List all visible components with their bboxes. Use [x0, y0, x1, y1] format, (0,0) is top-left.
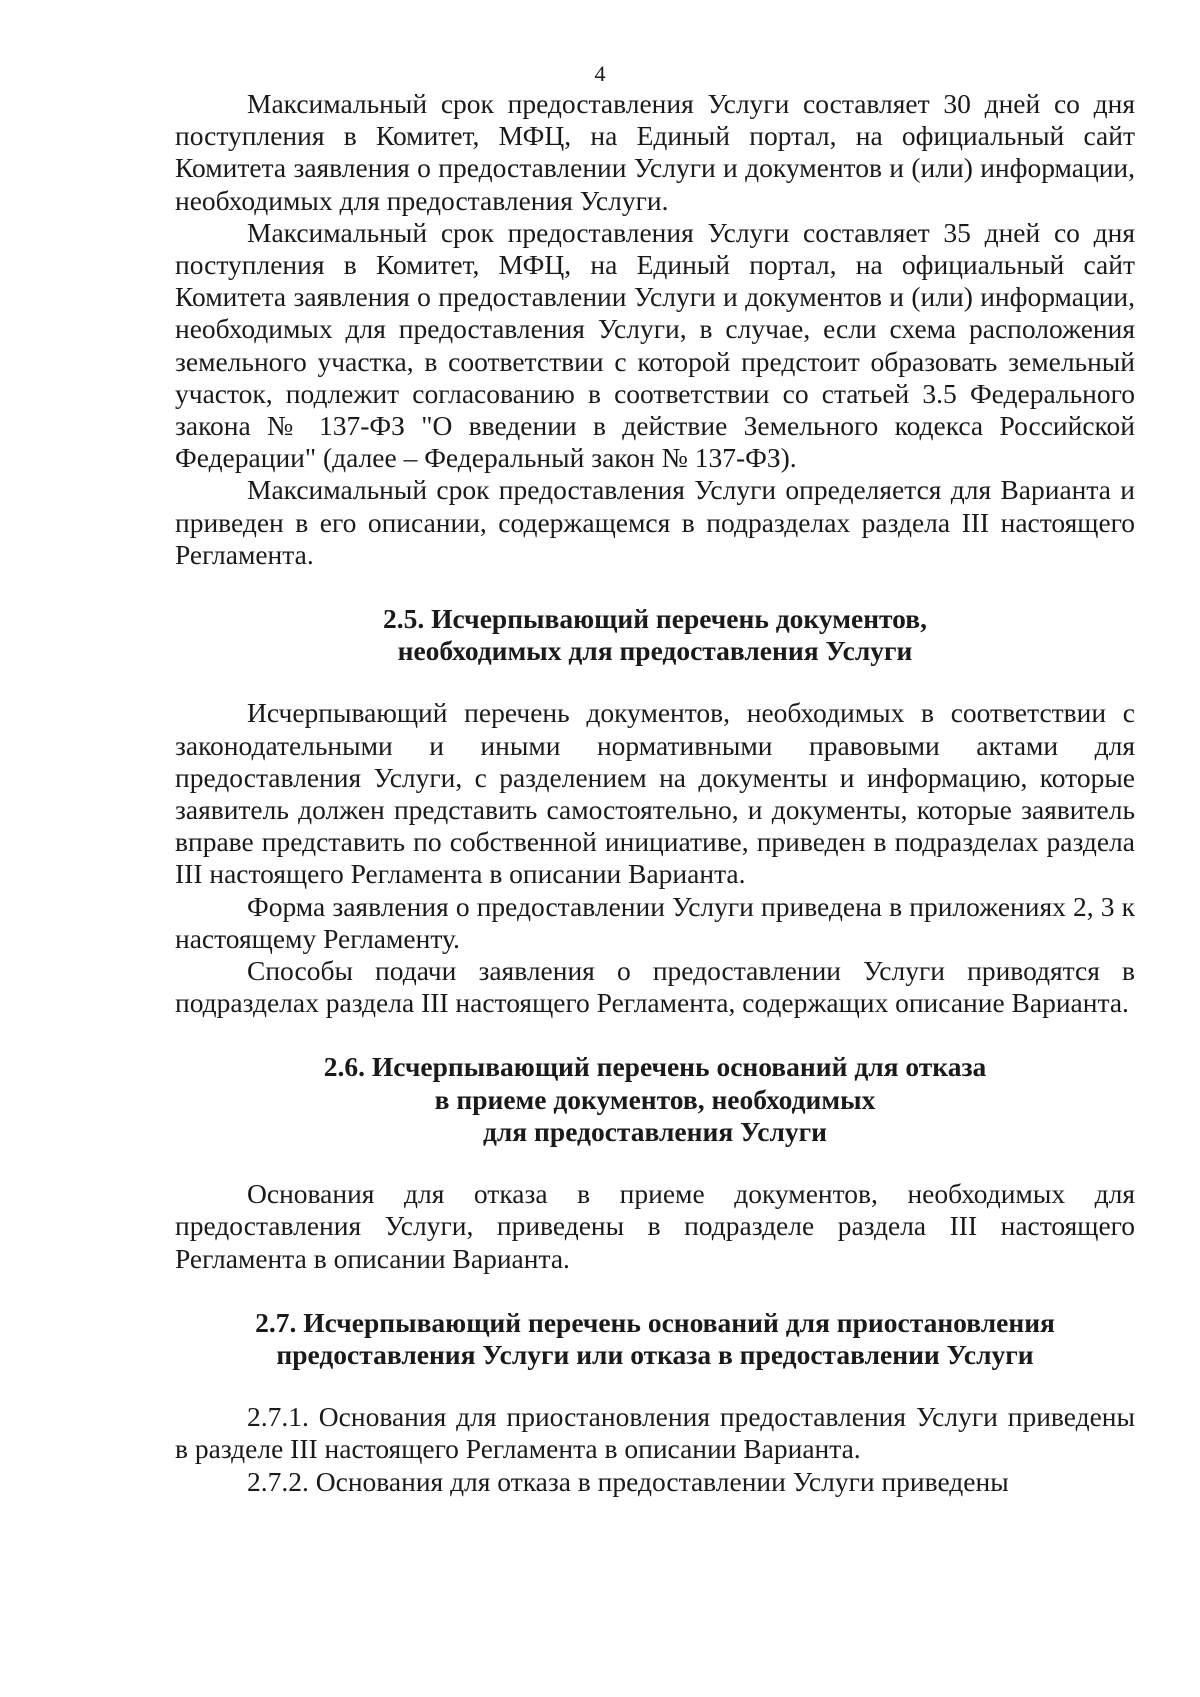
section-2-7-body — [175, 1401, 1135, 1498]
section-heading-2-7-line-1: 2.7. Исчерпывающий перечень оснований для приостановления — [255, 1306, 1055, 1338]
paragraph-refusal-grounds: Основания для отказа в приеме документов, необходимых для предоставления Услуги, приведены в подразделе раздела III настоящего Регламента в описании Варианта. — [175, 1178, 1135, 1274]
document-body — [175, 88, 1135, 1498]
paragraph-documents-list: Исчерпывающий перечень документов, необходимых в соответствии с законодательными и иными нормативными правовыми актами для предоставления Услуги, с разделением на документы и информацию, которые заявитель должен представить самостоятельно, и документы, которые заявитель вправе представить по собственной инициативе, приведен в подразделах раздела III настоящего Регламента в описании Варианта. — [175, 697, 1135, 890]
section-heading-2-5-line-2: необходимых для предоставления Услуги — [397, 635, 913, 667]
section-heading-2-6-line-1: 2.6. Исчерпывающий перечень оснований для отказа — [323, 1051, 987, 1083]
paragraph-max-term-35-days: Максимальный срок предоставления Услуги составляет 35 дней со дня поступления в Комитет, МФЦ, на Единый портал, на официальный сайт Комитета заявления о предоставлении Услуги и документов и (или) информации, необходимых для предоставления Услуги, в случае, если схема расположения земельного участка, в соответствии с которой предстоит образовать земельный участок, подлежит согласованию в соответствии со статьей 3.5 Федерального закона № 137-ФЗ "О введении в действие Земельного кодекса Российской Федерации" (далее – Федеральный закон № 137-ФЗ). — [175, 216, 1135, 474]
section-heading-2-7 — [175, 1307, 1135, 1371]
section-heading-2-6 — [175, 1051, 1135, 1148]
paragraph-max-term-30-days: Максимальный срок предоставления Услуги составляет 30 дней со дня поступления в Комитет, МФЦ, на Единый портал, на официальный сайт Комитета заявления о предоставлении Услуги и документов и (или) информации, необходимых для предоставления Услуги. — [175, 88, 1135, 216]
paragraph-max-term-variant: Максимальный срок предоставления Услуги определяется для Варианта и приведен в его описании, содержащемся в подразделах раздела III настоящего Регламента. — [175, 474, 1135, 570]
section-2-5-body — [175, 697, 1135, 1019]
section-heading-2-6-line-2: в приеме документов, необходимых — [434, 1083, 876, 1115]
section-2-6-body — [175, 1178, 1135, 1275]
section-heading-2-7-line-2: предоставления Услуги или отказа в предоставлении Услуги — [276, 1338, 1034, 1370]
paragraph-2-7-2: 2.7.2. Основания для отказа в предоставлении Услуги приведены — [247, 1465, 1009, 1497]
section-heading-2-6-line-3: для предоставления Услуги — [482, 1115, 828, 1147]
paragraph-2-7-1: 2.7.1. Основания для приостановления предоставления Услуги приведены в разделе III настоящего Регламента в описании Варианта. — [175, 1401, 1135, 1465]
paragraph-application-form: Форма заявления о предоставлении Услуги приведена в приложениях 2, 3 к настоящему Регламенту. — [175, 890, 1135, 954]
section-heading-2-5 — [175, 603, 1135, 667]
paragraph-submission-methods: Способы подачи заявления о предоставлении Услуги приводятся в подразделах раздела III настоящего Регламента, содержащих описание Варианта. — [175, 955, 1135, 1019]
page-number: 4 — [594, 61, 606, 86]
section-heading-2-5-line-1: 2.5. Исчерпывающий перечень документов, — [383, 603, 927, 635]
